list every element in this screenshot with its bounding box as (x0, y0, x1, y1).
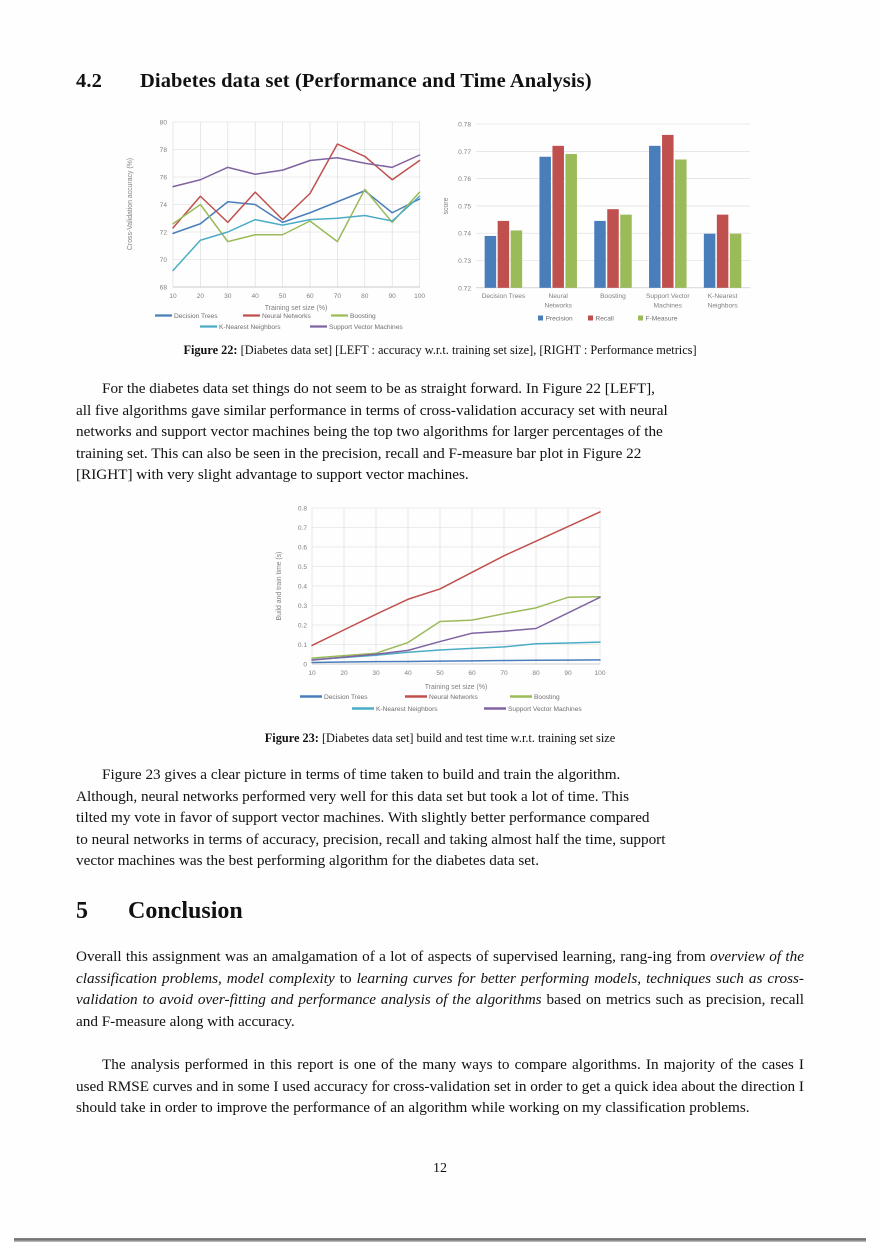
bar-3-1 (662, 135, 674, 288)
svg-text:0.77: 0.77 (458, 148, 471, 156)
svg-text:90: 90 (388, 293, 396, 300)
svg-text:10: 10 (308, 670, 316, 677)
p2-line5: vector machines was the best performing algorithm for the diabetes data set. (76, 852, 540, 870)
y-axis-ticklabels (458, 122, 471, 293)
bar-3-0 (649, 146, 661, 288)
fig23-ylabel: Build and train time (s) (276, 551, 283, 621)
figure-23-caption (76, 731, 804, 746)
category-label-0: Decision Trees (481, 293, 526, 300)
legend-label-1: Recall (595, 315, 614, 323)
svg-text:70: 70 (500, 670, 508, 677)
figure-22-caption (76, 343, 804, 358)
fig22-right-svg (440, 112, 760, 337)
svg-text:60: 60 (468, 670, 476, 677)
svg-text:30: 30 (372, 670, 380, 677)
paragraph-conclusion-1 (76, 946, 804, 1032)
fig22-right-ylabel: score (443, 197, 450, 215)
bar-2-0 (594, 221, 606, 288)
bar-0-0 (485, 236, 497, 288)
bar-3-2 (675, 159, 687, 287)
category-label-1: Neural (548, 293, 568, 300)
p1-line2: all five algorithms gave similar performance in terms of cross-validation accuracy set with neural (76, 401, 668, 419)
fig23-series (312, 512, 600, 663)
bar-2-2 (620, 215, 632, 288)
page-footer-rule (14, 1238, 866, 1242)
paragraph-time-analysis (76, 764, 804, 872)
c1-d: based on metrics such as precision, recall and F-measure along with accuracy. (76, 991, 804, 1030)
p2-line4: to neural networks in terms of accuracy, precision, recall and taking almost half the time, support (76, 830, 666, 848)
section-heading-conclusion (76, 898, 243, 925)
svg-text:74: 74 (159, 202, 167, 209)
c1-b: ing from (652, 948, 711, 965)
legend-label-0: Precision (545, 315, 573, 323)
svg-text:0.2: 0.2 (297, 622, 307, 630)
legend-label-3: K-Nearest Neighbors (376, 706, 438, 713)
figure-23-caption-text: [Diabetes data set] build and test time w.r.t. training set size (321, 731, 616, 745)
svg-text:0.6: 0.6 (297, 544, 307, 552)
fig23-xlabel: Training set size (%) (424, 684, 488, 691)
figure-22-caption-text: [Diabetes data set] [LEFT : accuracy w.r.t. training set size], [RIGHT : Performance metrics] (240, 343, 697, 357)
c1-italic-1: overview of the classification problems, model complexity (76, 948, 804, 987)
bar-4-1 (717, 215, 729, 288)
svg-text:68: 68 (159, 284, 167, 292)
legend-label-2: Boosting (534, 694, 560, 701)
page-number: 12 (433, 1161, 447, 1176)
svg-text:0.76: 0.76 (458, 176, 471, 184)
fig22-left-series (173, 144, 420, 271)
svg-text:0.74: 0.74 (458, 230, 471, 238)
svg-text:78: 78 (159, 147, 167, 154)
svg-text:0.1: 0.1 (297, 642, 307, 649)
line-series-0 (173, 191, 420, 234)
legend-label-4: Support Vector Machines (508, 706, 582, 713)
bar-0-2 (511, 230, 523, 287)
svg-text:50: 50 (436, 670, 444, 677)
legend-label-1: Neural Networks (429, 694, 478, 701)
svg-text:40: 40 (251, 293, 259, 300)
figure-23 (76, 500, 804, 746)
svg-text:20: 20 (196, 293, 205, 300)
p2-line3: tilted my vote in favor of support vector machines. With slightly better performance compared (76, 809, 650, 827)
p1-line5: [RIGHT] with very slight advantage to support vector machines. (76, 466, 469, 484)
section-heading-4-2 (76, 70, 592, 93)
fig23-svg (270, 500, 610, 725)
bar-4-0 (704, 234, 716, 288)
p2-line2: Although, neural networks performed very well for this data set but took a lot of time. This (76, 787, 630, 805)
svg-text:80: 80 (532, 670, 540, 677)
paragraph-diabetes-analysis (76, 378, 804, 486)
figure-22 (76, 112, 804, 358)
line-series-4 (312, 597, 600, 660)
p2-line1: Figure 23 gives a clear picture in terms of time taken to build and train the algorithm. (102, 766, 621, 783)
svg-text:70: 70 (333, 293, 342, 300)
svg-text:0.73: 0.73 (458, 258, 471, 265)
section-number: 4.2 (76, 70, 102, 92)
svg-text:30: 30 (224, 293, 232, 300)
svg-text:20: 20 (340, 670, 348, 677)
legend-label-2: F-Measure (645, 315, 678, 323)
p1-line4: training set. This can also be seen in the precision, recall and F-measure bar plot in Figure 22 (76, 444, 642, 462)
legend-label-0: Decision Trees (324, 694, 368, 701)
svg-text:100: 100 (594, 670, 606, 677)
p1-line1: For the diabetes data set things do not seem to be as straight forward. In Figure 22 [LEFT], (102, 380, 655, 397)
svg-text:40: 40 (404, 670, 412, 677)
svg-text:0.7: 0.7 (297, 525, 307, 532)
legend-label-0: Decision Trees (174, 313, 218, 320)
bar-1-1 (552, 146, 564, 288)
bar-2-1 (607, 209, 619, 288)
fig22-right-chart (440, 112, 760, 337)
conclusion-title: Conclusion (128, 898, 243, 924)
svg-text:76: 76 (159, 174, 167, 182)
category-label-3: Machines (653, 302, 682, 310)
svg-text:72: 72 (159, 229, 167, 237)
y-axis-ticklabels (298, 506, 308, 669)
fig22-left-xlabel: Training set size (%) (264, 305, 328, 312)
svg-text:100: 100 (414, 293, 426, 300)
x-axis-ticklabels (308, 670, 605, 677)
category-label-1: Networks (544, 302, 572, 310)
c1-italic-2: learning curves for better performing models, techniques such as cross-validation to avoid over-fitting and performance analysis of the algorithms (76, 969, 804, 1009)
conclusion-number: 5 (76, 898, 88, 924)
legend-swatch-1 (588, 316, 593, 321)
svg-text:50: 50 (278, 293, 287, 300)
figure-23-caption-label: Figure 23: (264, 731, 319, 745)
bar-0-1 (498, 221, 510, 288)
legend-label-1: Neural Networks (262, 313, 311, 320)
c1-c: to (334, 969, 357, 987)
svg-text:90: 90 (564, 670, 572, 677)
svg-text:0.78: 0.78 (458, 121, 471, 129)
legend-label-2: Boosting (350, 313, 376, 320)
line-series-0 (312, 660, 600, 663)
svg-text:0.5: 0.5 (297, 564, 307, 571)
paragraph-conclusion-2: The analysis performed in this report is one of the many ways to compare algorithms. In majority of the cases I used RMSE curves and in some I used accuracy for cross-validation set in order to get a quick idea about the direction I should take in order to improve the performance of an algorithm while working on my classification problems. (76, 1056, 804, 1117)
svg-text:0: 0 (303, 661, 307, 669)
svg-text:60: 60 (306, 293, 314, 300)
category-label-2: Boosting (600, 293, 626, 300)
svg-text:0.8: 0.8 (297, 505, 307, 513)
c1-a: Overall this assignment was an amalgamation of a lot of aspects of supervised learning, rang- (76, 948, 653, 965)
legend-label-3: K-Nearest Neighbors (219, 324, 281, 331)
fig23-chart (270, 500, 610, 725)
bar-1-0 (539, 157, 551, 288)
fig22-left-svg (120, 112, 440, 337)
bar-4-2 (730, 234, 742, 288)
p1-line3: networks and support vector machines being the top two algorithms for larger percentages of the (76, 423, 663, 441)
fig22-left-ylabel: Cross-Validation accuracy (%) (127, 157, 134, 251)
svg-text:0.75: 0.75 (458, 203, 471, 211)
fig22-left-chart (120, 112, 440, 337)
svg-text:10: 10 (169, 293, 177, 300)
svg-text:0.72: 0.72 (458, 285, 471, 293)
svg-text:0.4: 0.4 (297, 583, 307, 591)
category-label-4: K-Nearest (707, 293, 738, 300)
svg-text:0.3: 0.3 (297, 603, 307, 610)
x-axis-ticklabels (169, 293, 425, 300)
fig22-right-legend (538, 316, 678, 323)
svg-text:70: 70 (159, 257, 167, 264)
legend-swatch-2 (638, 316, 643, 321)
category-label-3: Support Vector (645, 293, 690, 300)
category-label-4: Neighbors (707, 302, 738, 310)
figure-22-caption-label: Figure 22: (183, 343, 238, 357)
fig22-right-catlabels (482, 293, 739, 310)
legend-swatch-0 (538, 316, 543, 321)
fig23-legend (300, 694, 582, 713)
fig22-left-legend (155, 313, 403, 331)
line-series-1 (312, 512, 600, 646)
legend-label-4: Support Vector Machines (329, 324, 403, 331)
y-axis-ticklabels (160, 120, 168, 292)
section-title: Diabetes data set (Performance and Time Analysis) (140, 70, 592, 92)
svg-text:80: 80 (159, 119, 167, 127)
svg-text:80: 80 (361, 293, 369, 300)
fig22-right-bars (485, 135, 742, 288)
bar-1-2 (565, 154, 577, 288)
